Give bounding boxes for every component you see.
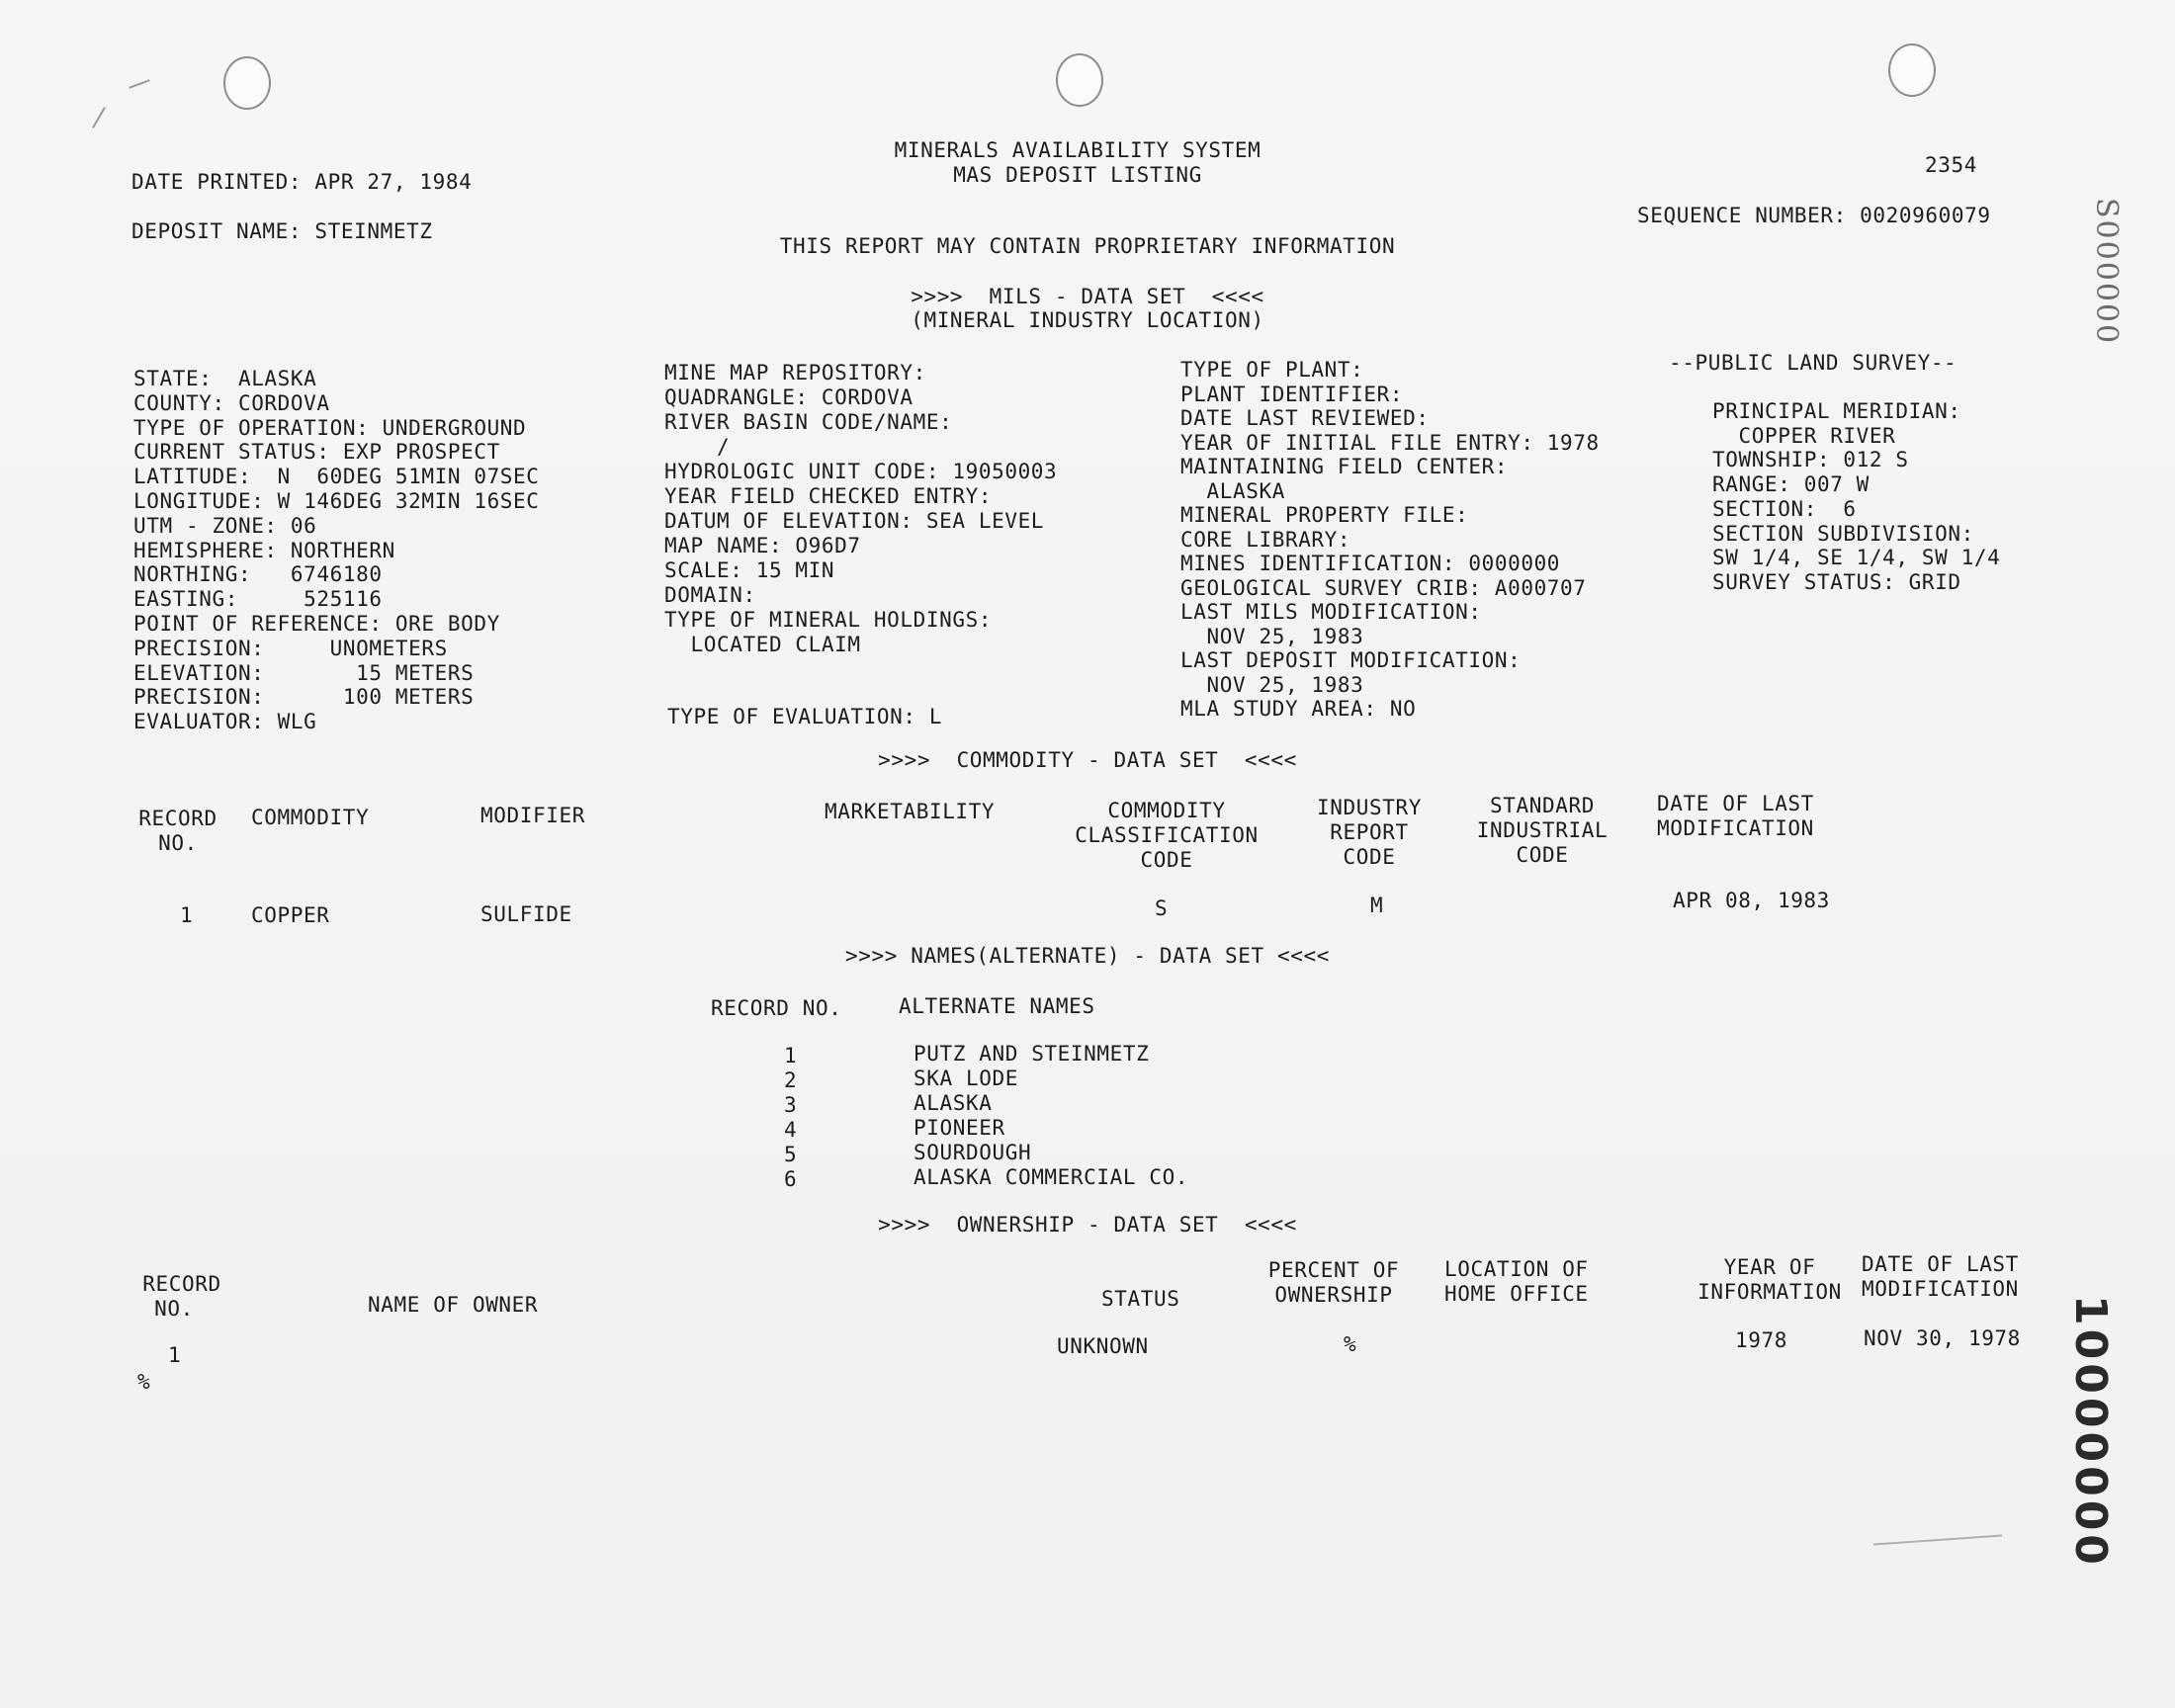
commodity-header-date: DATE OF LAST <box>1657 792 1814 815</box>
survey-field: COPPER RIVER <box>1712 423 1896 448</box>
commodity-header-record: NO. <box>158 831 198 855</box>
mils-field: HYDROLOGIC UNIT CODE: 19050003 <box>664 460 1058 483</box>
punch-hole-right <box>1888 43 1936 97</box>
mils-field: TYPE OF OPERATION: UNDERGROUND <box>133 415 527 440</box>
commodity-section-title: >>>> COMMODITY - DATA SET <<<< <box>878 748 1297 772</box>
mils-field: LAST MILS MODIFICATION: <box>1180 600 1482 624</box>
ownership-section-title: >>>> OWNERSHIP - DATA SET <<<< <box>878 1213 1297 1237</box>
mils-field: POINT OF REFERENCE: ORE BODY <box>133 612 500 636</box>
mils-field: QUADRANGLE: CORDOVA <box>664 385 914 409</box>
mils-field: MINE MAP REPOSITORY: <box>664 361 926 384</box>
commodity-date-modified: APR 08, 1983 <box>1673 889 1830 912</box>
mils-field: NOV 25, 1983 <box>1180 624 1364 648</box>
system-title: MINERALS AVAILABILITY SYSTEM <box>894 138 1262 162</box>
ownership-header-date: DATE OF LAST <box>1862 1252 2019 1276</box>
pen-mark <box>1873 1534 2002 1545</box>
mils-field: DOMAIN: <box>664 583 756 607</box>
commodity-header-sic: CODE <box>1516 843 1569 867</box>
mils-field: NORTHING: 6746180 <box>133 562 383 587</box>
survey-field: TOWNSHIP: 012 S <box>1712 448 1909 472</box>
pen-mark <box>129 79 149 88</box>
name-record-no: 5 <box>784 1143 798 1166</box>
commodity-header-classification: CLASSIFICATION <box>1075 823 1259 847</box>
mils-field: TYPE OF PLANT: <box>1180 358 1364 382</box>
name-record-no: 6 <box>784 1167 798 1191</box>
mils-field: COUNTY: CORDOVA <box>133 390 330 415</box>
mils-field: / <box>664 435 731 459</box>
mils-field: MINES IDENTIFICATION: 0000000 <box>1180 552 1561 575</box>
mils-field: MINERAL PROPERTY FILE: <box>1180 503 1469 527</box>
commodity-header-record: RECORD <box>138 807 218 830</box>
ownership-header-location: HOME OFFICE <box>1444 1282 1589 1306</box>
alternate-name: ALASKA COMMERCIAL CO. <box>914 1165 1189 1189</box>
commodity-modifier: SULFIDE <box>480 902 572 926</box>
alternate-name: SOURDOUGH <box>914 1141 1032 1164</box>
proprietary-notice: THIS REPORT MAY CONTAIN PROPRIETARY INFORMATION <box>779 234 1396 258</box>
name-record-no: 2 <box>784 1068 798 1092</box>
commodity-header-industry: CODE <box>1343 845 1396 869</box>
mils-field: HEMISPHERE: NORTHERN <box>133 538 395 562</box>
ownership-record-no: 1 <box>168 1343 182 1367</box>
deposit-name: DEPOSIT NAME: STEINMETZ <box>131 219 433 243</box>
ownership-year: 1978 <box>1735 1328 1787 1352</box>
ownership-header-year: YEAR OF <box>1723 1255 1816 1279</box>
mils-field: PRECISION: UNOMETERS <box>133 636 448 660</box>
commodity-industry-report-code: M <box>1370 894 1384 917</box>
mils-field: LATITUDE: N 60DEG 51MIN 07SEC <box>133 465 540 489</box>
mils-field: PRECISION: 100 METERS <box>133 685 475 710</box>
alternate-name: PIONEER <box>914 1116 1005 1140</box>
mils-field: NOV 25, 1983 <box>1180 672 1364 697</box>
name-record-no: 1 <box>784 1044 798 1068</box>
commodity-record-no: 1 <box>180 903 194 927</box>
commodity-header-date: MODIFICATION <box>1657 816 1814 840</box>
ownership-header-date: MODIFICATION <box>1862 1277 2019 1301</box>
commodity-header-marketability: MARKETABILITY <box>825 800 996 823</box>
mils-field: GEOLOGICAL SURVEY CRIB: A000707 <box>1180 575 1587 600</box>
mils-field: SCALE: 15 MIN <box>664 558 835 582</box>
mils-field: TYPE OF MINERAL HOLDINGS: <box>664 608 993 632</box>
survey-field: SURVEY STATUS: GRID <box>1712 569 1961 594</box>
ownership-record-extra: % <box>137 1370 151 1394</box>
mils-field: DATE LAST REVIEWED: <box>1180 406 1430 430</box>
ownership-header-percent: PERCENT OF <box>1267 1258 1400 1282</box>
mils-field: PLANT IDENTIFIER: <box>1180 382 1404 406</box>
ownership-header-location: LOCATION OF <box>1444 1257 1589 1281</box>
ownership-header-record: RECORD <box>142 1272 221 1296</box>
commodity-name: COPPER <box>251 903 330 927</box>
date-printed: DATE PRINTED: APR 27, 1984 <box>131 170 473 194</box>
ownership-header-record: NO. <box>154 1297 194 1321</box>
mils-field: ALASKA <box>1180 478 1285 503</box>
names-header-record: RECORD NO. <box>711 996 842 1020</box>
ownership-header-status: STATUS <box>1101 1287 1180 1311</box>
mils-field: YEAR OF INITIAL FILE ENTRY: 1978 <box>1180 430 1600 455</box>
mils-field: MAINTAINING FIELD CENTER: <box>1180 455 1509 478</box>
commodity-header-modifier: MODIFIER <box>480 804 585 827</box>
commodity-header-industry: REPORT <box>1330 820 1409 844</box>
alternate-name: PUTZ AND STEINMETZ <box>914 1042 1150 1066</box>
commodity-header-sic: INDUSTRIAL <box>1476 818 1609 842</box>
mils-field: MLA STUDY AREA: NO <box>1180 697 1417 721</box>
listing-title: MAS DEPOSIT LISTING <box>953 163 1202 187</box>
ownership-percent: % <box>1344 1332 1357 1356</box>
commodity-header-sic: STANDARD <box>1490 794 1595 817</box>
mils-field: YEAR FIELD CHECKED ENTRY: <box>664 484 993 508</box>
mils-field: LAST DEPOSIT MODIFICATION: <box>1180 648 1522 672</box>
commodity-header-classification: COMMODITY <box>1107 799 1226 822</box>
name-record-no: 3 <box>784 1093 798 1117</box>
ownership-header-owner: NAME OF OWNER <box>368 1293 539 1317</box>
public-land-survey-title: --PUBLIC LAND SURVEY-- <box>1669 351 1958 375</box>
mils-section-title: >>>> MILS - DATA SET <<<< <box>911 285 1264 308</box>
mils-field: CURRENT STATUS: EXP PROSPECT <box>133 440 500 465</box>
commodity-header-commodity: COMMODITY <box>251 806 370 829</box>
mils-field: EVALUATOR: WLG <box>133 710 317 734</box>
survey-field: SECTION SUBDIVISION: <box>1712 521 1974 546</box>
alternate-name: ALASKA <box>914 1091 993 1115</box>
names-section-title: >>>> NAMES(ALTERNATE) - DATA SET <<<< <box>845 944 1330 968</box>
survey-field: RANGE: 007 W <box>1712 472 1870 497</box>
mils-field: ELEVATION: 15 METERS <box>133 660 475 685</box>
mils-field: EASTING: 525116 <box>133 587 383 612</box>
commodity-classification-code: S <box>1155 897 1169 920</box>
survey-field: SECTION: 6 <box>1712 496 1857 521</box>
mils-field: LOCATED CLAIM <box>664 633 861 656</box>
mils-field: MAP NAME: O96D7 <box>664 534 861 557</box>
mils-field: UTM - ZONE: 06 <box>133 513 317 538</box>
survey-field: PRINCIPAL MERIDIAN: <box>1712 399 1961 423</box>
alternate-name: SKA LODE <box>914 1067 1018 1090</box>
mils-section-subtitle: (MINERAL INDUSTRY LOCATION) <box>911 308 1264 332</box>
bottom-stamp: 10000000 <box>2065 1295 2116 1569</box>
commodity-header-classification: CODE <box>1140 848 1193 872</box>
mils-field: DATUM OF ELEVATION: SEA LEVEL <box>664 509 1045 533</box>
pen-mark <box>92 107 106 128</box>
commodity-header-industry: INDUSTRY <box>1317 796 1422 819</box>
mils-field: STATE: ALASKA <box>133 367 317 390</box>
side-stamp: S000000 <box>2089 198 2124 346</box>
name-record-no: 4 <box>784 1118 798 1142</box>
punch-hole-center <box>1056 53 1103 107</box>
ownership-header-percent: OWNERSHIP <box>1274 1283 1393 1307</box>
sequence-number: SEQUENCE NUMBER: 0020960079 <box>1637 204 1991 227</box>
mils-field: CORE LIBRARY: <box>1180 527 1351 552</box>
punch-hole-left <box>223 56 271 110</box>
mils-field: TYPE OF EVALUATION: L <box>667 705 943 728</box>
ownership-date-modified: NOV 30, 1978 <box>1864 1326 2021 1350</box>
page-number: 2354 <box>1925 153 1977 177</box>
mils-field: LONGITUDE: W 146DEG 32MIN 16SEC <box>133 489 540 513</box>
mils-field: RIVER BASIN CODE/NAME: <box>664 410 953 434</box>
names-header-alternate: ALTERNATE NAMES <box>899 994 1095 1018</box>
ownership-status: UNKNOWN <box>1057 1334 1149 1358</box>
ownership-header-year: INFORMATION <box>1697 1280 1842 1304</box>
survey-field: SW 1/4, SE 1/4, SW 1/4 <box>1712 546 2001 570</box>
